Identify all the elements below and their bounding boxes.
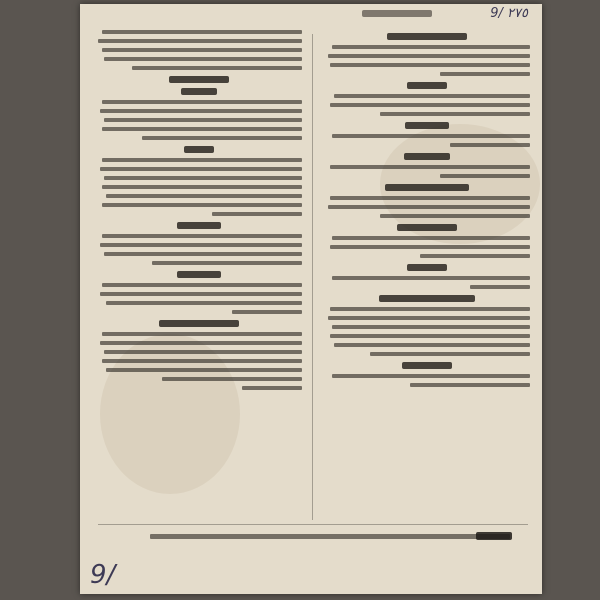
footer-note-heading — [476, 532, 512, 540]
entry-line — [332, 45, 530, 49]
entry-line — [106, 194, 302, 198]
catalogue-entry — [96, 76, 302, 140]
running-head — [362, 10, 432, 17]
entry-heading — [181, 88, 217, 95]
entry-heading — [387, 33, 467, 40]
catalogue-entry — [96, 271, 302, 314]
entry-line — [102, 185, 302, 189]
catalogue-entry — [324, 82, 530, 116]
entry-line — [330, 334, 530, 338]
footer-note-line — [150, 534, 510, 539]
entry-line — [328, 316, 530, 320]
entry-line — [450, 143, 530, 147]
entry-line — [330, 63, 530, 67]
entry-heading — [177, 271, 221, 278]
entry-line — [100, 292, 302, 296]
catalogue-entry — [324, 295, 530, 356]
catalogue-page — [80, 4, 542, 594]
entry-heading — [385, 184, 469, 191]
entry-heading — [397, 224, 457, 231]
entry-line — [104, 350, 302, 354]
entry-line — [100, 243, 302, 247]
entry-line — [102, 203, 302, 207]
entry-line — [440, 72, 530, 76]
catalogue-entry — [96, 146, 302, 216]
entry-line — [330, 103, 530, 107]
entry-heading — [405, 122, 449, 129]
entry-line — [104, 57, 302, 61]
entry-heading — [177, 222, 221, 229]
entry-line — [102, 100, 302, 104]
entry-line — [102, 359, 302, 363]
entry-line — [330, 196, 530, 200]
entry-line — [100, 167, 302, 171]
entry-heading — [159, 320, 239, 327]
entry-heading — [404, 153, 450, 160]
entry-line — [410, 383, 530, 387]
entry-line — [152, 261, 302, 265]
entry-heading — [379, 295, 475, 302]
entry-line — [332, 134, 530, 138]
entry-line — [380, 214, 530, 218]
entry-line — [334, 94, 530, 98]
left-column — [96, 30, 302, 396]
entry-line — [328, 205, 530, 209]
entry-line — [102, 283, 302, 287]
entry-line — [102, 127, 302, 131]
entry-line — [420, 254, 530, 258]
catalogue-entry — [324, 33, 530, 76]
handwritten-mark: 9/ — [90, 560, 116, 590]
entry-heading — [402, 362, 452, 369]
entry-heading — [184, 146, 214, 153]
catalogue-entry — [96, 30, 302, 70]
entry-line — [328, 54, 530, 58]
entry-line — [104, 176, 302, 180]
entry-line — [106, 368, 302, 372]
footer-divider — [98, 524, 528, 525]
handwritten-page-reference: 9/ ٢٧٥ — [490, 6, 528, 21]
entry-heading — [169, 76, 229, 83]
right-column — [324, 30, 530, 393]
entry-line — [232, 310, 302, 314]
entry-line — [142, 136, 302, 140]
catalogue-entry — [324, 184, 530, 218]
column-divider — [312, 34, 313, 520]
entry-line — [102, 332, 302, 336]
entry-line — [104, 118, 302, 122]
entry-line — [334, 343, 530, 347]
entry-line — [100, 109, 302, 113]
entry-heading — [407, 264, 447, 271]
catalogue-entry — [324, 224, 530, 258]
entry-line — [102, 234, 302, 238]
entry-line — [330, 245, 530, 249]
entry-line — [370, 352, 530, 356]
entry-line — [242, 386, 302, 390]
entry-line — [332, 236, 530, 240]
entry-line — [380, 112, 530, 116]
entry-line — [330, 307, 530, 311]
entry-line — [332, 325, 530, 329]
catalogue-entry — [324, 362, 530, 387]
entry-line — [330, 165, 530, 169]
catalogue-entry — [96, 222, 302, 265]
entry-line — [102, 158, 302, 162]
entry-line — [98, 39, 302, 43]
entry-line — [332, 374, 530, 378]
entry-line — [100, 341, 302, 345]
entry-line — [102, 30, 302, 34]
entry-line — [132, 66, 302, 70]
entry-line — [440, 174, 530, 178]
entry-line — [162, 377, 302, 381]
entry-line — [212, 212, 302, 216]
catalogue-entry — [324, 153, 530, 178]
entry-line — [106, 301, 302, 305]
entry-heading — [407, 82, 447, 89]
catalogue-entry — [324, 122, 530, 147]
entry-line — [332, 276, 530, 280]
catalogue-entry — [324, 264, 530, 289]
entry-line — [102, 48, 302, 52]
entry-line — [104, 252, 302, 256]
entry-line — [470, 285, 530, 289]
catalogue-entry — [96, 320, 302, 390]
